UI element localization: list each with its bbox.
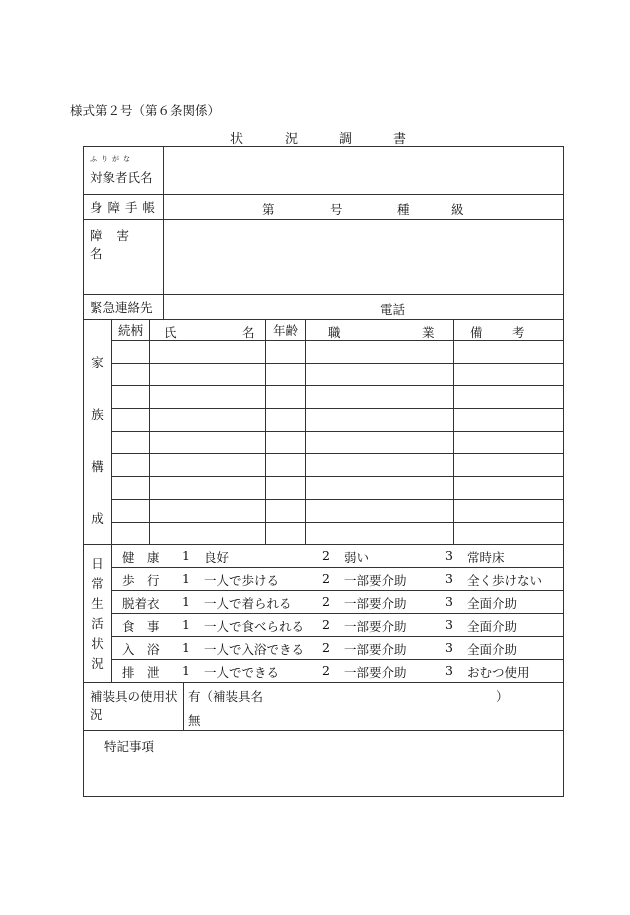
option-number: 1: [182, 640, 190, 656]
family-cell[interactable]: [266, 431, 306, 454]
family-cell[interactable]: [266, 363, 306, 386]
family-cell[interactable]: [266, 522, 306, 545]
family-cell[interactable]: [454, 522, 564, 545]
daily-life-row: [84, 660, 564, 683]
name-row: [84, 147, 564, 195]
handbook-label: 身障手帳: [90, 200, 161, 215]
family-side-label: [84, 320, 112, 545]
furigana-label: ふりがな: [90, 155, 134, 163]
option-number: 3: [445, 594, 453, 610]
option-1[interactable]: 良好: [204, 550, 230, 566]
daily-life-label: 食 事: [122, 619, 160, 635]
handbook-field[interactable]: [164, 195, 564, 220]
daily-life-label: 歩 行: [122, 573, 160, 589]
title-char: 書: [393, 132, 407, 147]
assistive-yes-text[interactable]: 有（補装具名: [188, 689, 264, 705]
assistive-devices-field[interactable]: [184, 683, 564, 731]
daily-life-side-char: 活: [91, 615, 104, 631]
daily-life-item: [112, 591, 564, 614]
form-number: 様式第２号（第６条関係）: [70, 103, 221, 118]
handbook-row: [84, 195, 564, 220]
handbook-label-cell: [84, 195, 164, 220]
family-cell[interactable]: [454, 409, 564, 432]
name-label: 対象者氏名: [90, 170, 153, 185]
remarks-row: [84, 731, 564, 797]
family-cell[interactable]: [150, 386, 266, 409]
phone-label: 電話: [380, 302, 406, 317]
option-2[interactable]: 一部要介助: [344, 573, 407, 589]
family-cell[interactable]: [150, 409, 266, 432]
option-number: 3: [445, 640, 453, 656]
option-3[interactable]: 全く歩けない: [467, 573, 543, 589]
option-number: 1: [182, 594, 190, 610]
assistive-label-cell: [84, 683, 184, 731]
option-2[interactable]: 一部要介助: [344, 642, 407, 658]
option-1[interactable]: 一人でできる: [204, 665, 280, 681]
family-cell[interactable]: [306, 431, 454, 454]
family-cell[interactable]: [150, 363, 266, 386]
daily-life-label: 入 浴: [122, 642, 160, 658]
family-cell[interactable]: [306, 522, 454, 545]
table-row: [84, 409, 564, 432]
status-survey-form: [83, 146, 564, 797]
handbook-grade-suffix: 級: [451, 202, 464, 217]
daily-life-side-char: 況: [91, 655, 104, 671]
family-side-char: 成: [91, 511, 104, 527]
family-side-char: 構: [91, 459, 104, 475]
family-header-row: [84, 320, 564, 341]
family-cell[interactable]: [112, 341, 150, 364]
family-cell[interactable]: [112, 522, 150, 545]
assistive-no-text[interactable]: 無: [188, 713, 201, 729]
daily-life-item: [112, 614, 564, 637]
assistive-devices-row: [84, 683, 564, 731]
family-cell[interactable]: [454, 454, 564, 477]
family-cell[interactable]: [454, 386, 564, 409]
family-cell[interactable]: [454, 363, 564, 386]
family-cell[interactable]: [112, 499, 150, 522]
daily-life-label: 脱着衣: [122, 596, 160, 612]
remarks-field[interactable]: [84, 731, 564, 797]
daily-life-side-char: 日: [91, 555, 104, 571]
family-cell[interactable]: [150, 431, 266, 454]
name-label-cell: [84, 147, 164, 195]
assistive-devices-label: 補装具の使用状況: [90, 689, 178, 723]
option-1[interactable]: 一人で食べられる: [204, 619, 305, 635]
option-number: 1: [182, 548, 190, 564]
option-number: 3: [445, 571, 453, 587]
family-cell[interactable]: [266, 386, 306, 409]
family-cell[interactable]: [454, 477, 564, 500]
disability-name-label-cell: [84, 220, 164, 295]
family-cell[interactable]: [112, 409, 150, 432]
option-3[interactable]: 全面介助: [467, 619, 518, 635]
option-1[interactable]: 一人で入浴できる: [204, 642, 305, 658]
option-number: 2: [322, 571, 330, 587]
family-cell[interactable]: [112, 363, 150, 386]
family-cell[interactable]: [266, 454, 306, 477]
family-cell[interactable]: [306, 386, 454, 409]
option-2[interactable]: 一部要介助: [344, 596, 407, 612]
family-cell[interactable]: [306, 477, 454, 500]
option-1[interactable]: 一人で着られる: [204, 596, 292, 612]
family-cell[interactable]: [112, 431, 150, 454]
table-row: [84, 431, 564, 454]
title-char: 況: [285, 132, 299, 147]
family-cell[interactable]: [266, 409, 306, 432]
family-cell[interactable]: [112, 477, 150, 500]
handbook-grade-prefix: 種: [397, 202, 410, 217]
col-relation: 続柄: [112, 320, 150, 341]
family-cell[interactable]: [454, 431, 564, 454]
daily-life-item: [112, 568, 564, 591]
assistive-yes-close: ）: [496, 689, 509, 705]
option-number: 3: [445, 663, 453, 679]
name-field[interactable]: [164, 147, 564, 195]
option-2[interactable]: 一部要介助: [344, 665, 407, 681]
option-number: 3: [445, 617, 453, 633]
family-cell[interactable]: [150, 499, 266, 522]
daily-life-item: [112, 545, 564, 568]
table-row: [84, 341, 564, 364]
disability-name-field[interactable]: [164, 220, 564, 295]
option-3[interactable]: おむつ使用: [467, 665, 530, 681]
emergency-contact-row: [84, 295, 564, 320]
table-row: [84, 363, 564, 386]
col-occupation-second: 業: [422, 325, 435, 340]
option-number: 2: [322, 594, 330, 610]
handbook-number-prefix: 第: [262, 202, 275, 217]
option-number: 3: [445, 548, 453, 564]
family-cell[interactable]: [150, 522, 266, 545]
option-2[interactable]: 弱い: [344, 550, 370, 566]
family-cell[interactable]: [306, 409, 454, 432]
col-age: 年齢: [266, 320, 306, 341]
option-number: 1: [182, 663, 190, 679]
option-2[interactable]: 一部要介助: [344, 619, 407, 635]
family-side-char: 家: [91, 355, 104, 371]
option-3[interactable]: 常時床: [467, 550, 505, 566]
family-cell[interactable]: [454, 341, 564, 364]
family-cell[interactable]: [306, 341, 454, 364]
table-row: [84, 477, 564, 500]
title-char: 調: [339, 132, 353, 147]
title-char: 状: [230, 132, 244, 147]
option-number: 2: [322, 548, 330, 564]
family-cell[interactable]: [266, 341, 306, 364]
option-number: 1: [182, 617, 190, 633]
daily-life-side-label: [84, 545, 112, 683]
option-1[interactable]: 一人で歩ける: [204, 573, 280, 589]
family-cell[interactable]: [150, 454, 266, 477]
daily-life-side-char: 状: [91, 635, 104, 651]
daily-life-label: 健 康: [122, 550, 160, 566]
table-row: [84, 499, 564, 522]
family-cell[interactable]: [306, 499, 454, 522]
col-name: [150, 320, 266, 341]
table-row: [84, 454, 564, 477]
family-cell[interactable]: [112, 454, 150, 477]
daily-life-side-char: 生: [91, 595, 104, 611]
daily-life-row: [84, 614, 564, 637]
family-cell[interactable]: [306, 363, 454, 386]
col-occupation: [306, 320, 454, 341]
option-3[interactable]: 全面介助: [467, 642, 518, 658]
daily-life-label: 排 泄: [122, 665, 160, 681]
col-remarks: [454, 320, 564, 341]
col-remarks-first: 備: [470, 325, 483, 340]
col-occupation-first: 職: [328, 325, 341, 340]
disability-name-label: 障害名: [90, 228, 144, 261]
option-3[interactable]: 全面介助: [467, 596, 518, 612]
family-cell[interactable]: [150, 341, 266, 364]
daily-life-item: [112, 637, 564, 660]
daily-life-row: [84, 591, 564, 614]
family-cell[interactable]: [454, 499, 564, 522]
option-number: 1: [182, 571, 190, 587]
emergency-contact-label: 緊急連絡先: [90, 300, 153, 315]
remarks-label: 特記事項: [104, 739, 155, 755]
option-number: 2: [322, 617, 330, 633]
daily-life-row: [84, 637, 564, 660]
col-remarks-second: 考: [512, 325, 525, 340]
table-row: [84, 386, 564, 409]
daily-life-row: [84, 545, 564, 568]
family-cell[interactable]: [306, 454, 454, 477]
emergency-contact-field[interactable]: [164, 295, 564, 320]
col-name-first: 氏: [164, 325, 177, 340]
handbook-number-suffix: 号: [330, 202, 343, 217]
family-cell[interactable]: [266, 499, 306, 522]
family-side-char: 族: [91, 407, 104, 423]
family-cell[interactable]: [150, 477, 266, 500]
disability-name-row: [84, 220, 564, 295]
family-cell[interactable]: [266, 477, 306, 500]
table-row: [84, 522, 564, 545]
daily-life-side-char: 常: [91, 575, 104, 591]
daily-life-row: [84, 568, 564, 591]
option-number: 2: [322, 640, 330, 656]
col-name-second: 名: [242, 325, 255, 340]
option-number: 2: [322, 663, 330, 679]
emergency-label-cell: [84, 295, 164, 320]
daily-life-item: [112, 660, 564, 683]
family-cell[interactable]: [112, 386, 150, 409]
